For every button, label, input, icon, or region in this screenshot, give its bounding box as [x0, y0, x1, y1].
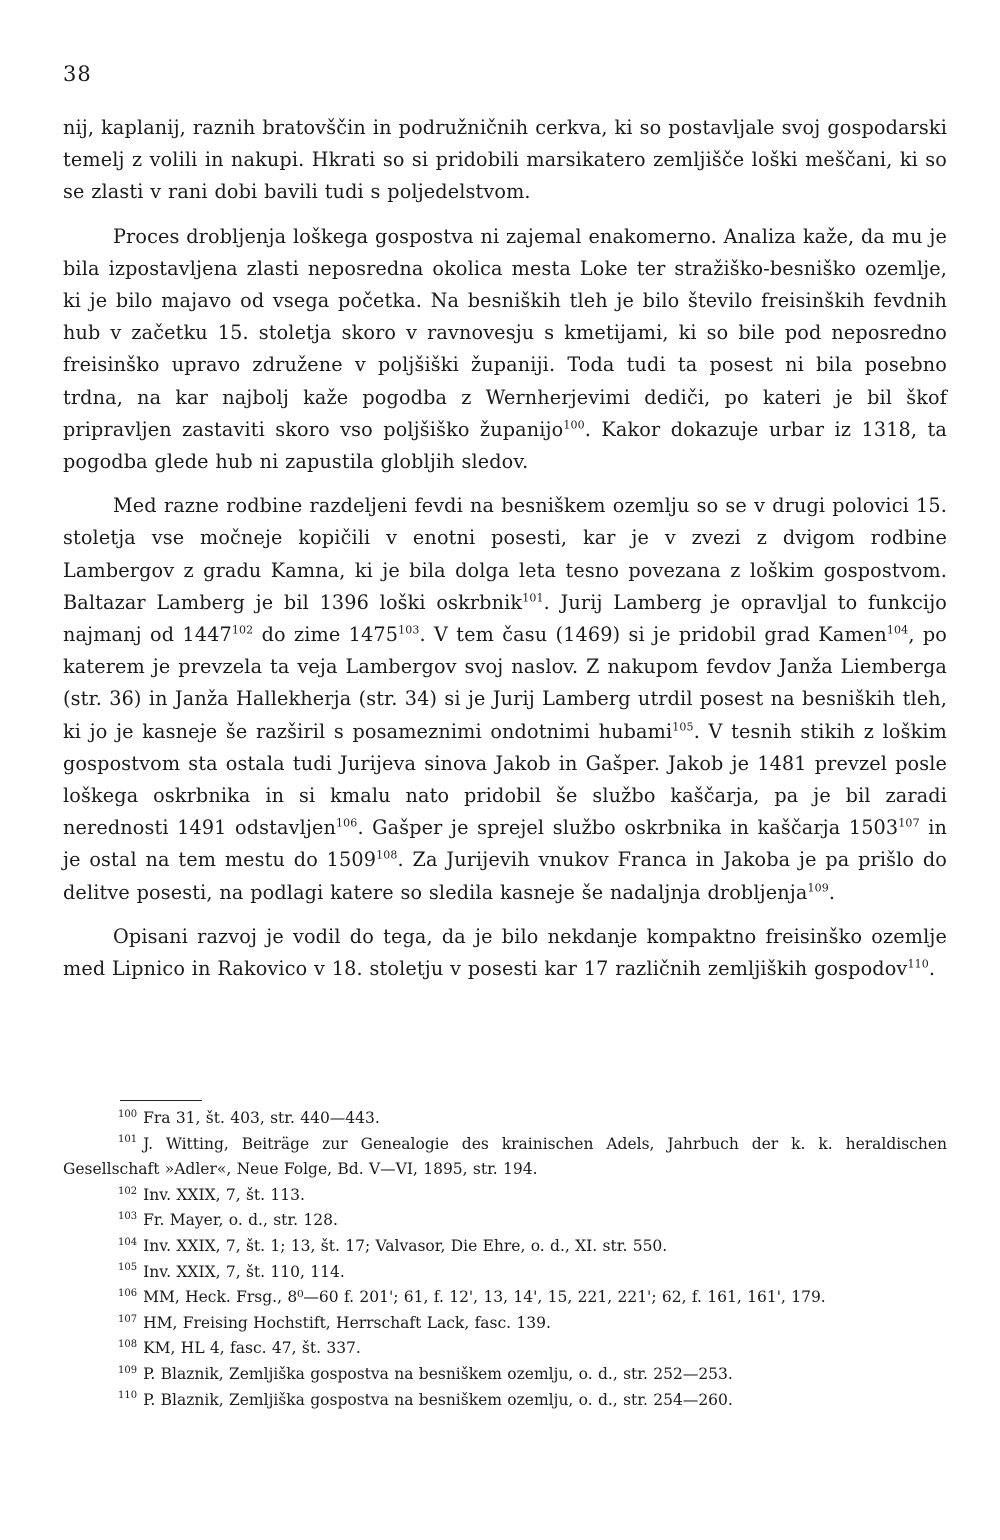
paragraph-text: , po katerem je prevzela ta veja Lambergov svoj naslov. Z nakupom fevdov Janža Liemberga (str. 36) in Janža Hallekherja (str. 34) si je Jurij Lamberg utrdil posest na besniških tleh, ki jo je kasneje še razširil s posameznimi ondotnimi hubami — [63, 623, 947, 743]
footnote-number: 109 — [118, 1364, 138, 1376]
footnote-number: 107 — [118, 1313, 138, 1325]
footnote-reference[interactable]: 106 — [336, 816, 358, 830]
footnote — [63, 1106, 947, 1132]
footnote-text: Fr. Mayer, o. d., str. 128. — [143, 1211, 338, 1230]
footnote-reference[interactable]: 104 — [886, 623, 909, 637]
footnote-reference[interactable]: 109 — [807, 881, 829, 895]
footnote-text: Inv. XXIX, 7, št. 113. — [143, 1185, 305, 1204]
footnote-text: KM, HL 4, fasc. 47, št. 337. — [143, 1339, 361, 1358]
footnote-text: P. Blaznik, Zemljiška gospostva na besniškem ozemlju, o. d., str. 252—253. — [143, 1364, 733, 1383]
footnote-number: 103 — [118, 1211, 138, 1223]
footnote — [63, 1132, 947, 1183]
footnote — [63, 1183, 947, 1209]
footnotes — [63, 1106, 947, 1413]
footnote-number: 110 — [118, 1390, 138, 1402]
footnote-reference[interactable]: 107 — [898, 816, 920, 830]
footnote — [63, 1336, 947, 1362]
footnote-number: 108 — [118, 1339, 138, 1351]
paragraph-text: . Za Jurijevih vnukov Franca in Jakoba je pa prišlo do delitve posesti, na podlagi katere so sledila kasneje še nadaljnja drobljenja — [63, 848, 948, 904]
paragraph-text: do zime 1475 — [253, 623, 399, 647]
footnote-reference[interactable]: 108 — [376, 849, 398, 863]
footnote-text: Inv. XXIX, 7, št. 1; 13, št. 17; Valvasor, Die Ehre, o. d., XI. str. 550. — [143, 1236, 668, 1255]
body-text — [63, 112, 947, 997]
paragraph-text: . V tesnih stikih z loškim gospostvom sta ostala tudi Jurijeva sinova Jakob in Gašper. Jakob je 1481 prevzel posle loškega oskrbnika in si kmalu nato pridobil še službo kaščarja, pa je bil zaradi nerednosti 1491 odstavljen — [63, 719, 947, 840]
footnote-number: 101 — [118, 1134, 138, 1146]
footnote — [63, 1234, 947, 1260]
footnote — [63, 1260, 947, 1286]
footnote-number: 105 — [118, 1262, 138, 1274]
paragraph-text: Proces drobljenja loškega gospostva ni zajemal enakomerno. Analiza kaže, da mu je bila izpostavljena zlasti neposredna okolica mesta Loke ter stražiško-besniško ozemlje, ki je bilo majavo od vsega početka. Na besniških tleh je bilo število freisinških fevdnih hub v začetku 15. stoletja skoro v ravnovesju s kmetijami, ki so bile pod neposredno freisinško upravo združene v poljšiški županiji. Toda tudi ta posest ni bila posebno trdna, na kar najbolj kaže pogodba z Wernherjevimi dediči, po kateri je bil škof pripravljen zastaviti skoro vso poljšiško županijo — [63, 224, 947, 441]
paragraph-text: nij, kaplanij, raznih bratovščin in podružničnih cerkva, ki so postavljale svoj gospodarski temelj z volili in nakupi. Hkrati so si pridobili marsikatero zemljišče loški meščani, ki so se zlasti v rani dobi bavili tudi s poljedelstvom. — [63, 116, 947, 204]
paragraph-text: . Gašper je sprejel službo oskrbnika in kaščarja 1503 — [357, 816, 899, 840]
paragraph-text: Med razne rodbine razdeljeni fevdi na besniškem ozemlju so se v drugi polovici 15. stoletja vse močneje kopičili v enotni posesti, kar je v zvezi z dvigom rodbine Lambergov z gradu Kamna, ki je bila dolga leta tesno povezana z loškim gospostvom. Baltazar Lamberg je bil 1396 loški oskrbnik — [63, 494, 947, 614]
footnote-reference[interactable]: 100 — [563, 418, 585, 432]
paragraph — [63, 221, 947, 479]
paragraph — [63, 921, 947, 985]
footnote-reference[interactable]: 110 — [907, 957, 929, 971]
footnote — [63, 1311, 947, 1337]
paragraph-text: . — [928, 957, 936, 981]
footnote-text: P. Blaznik, Zemljiška gospostva na besniškem ozemlju, o. d., str. 254—260. — [143, 1390, 733, 1409]
paragraph-text: in je ostal na tem mestu do 1509 — [63, 816, 948, 872]
footnote-separator — [120, 1100, 202, 1101]
paragraph-text: . V tem času (1469) si je pridobil grad Kamen — [419, 623, 887, 647]
footnote — [63, 1362, 947, 1388]
paragraph-text: . Jurij Lamberg je opravljal to funkcijo najmanj od 1447 — [63, 590, 948, 647]
footnote-reference[interactable]: 103 — [398, 623, 420, 637]
page-number: 38 — [63, 62, 92, 86]
footnote-text: MM, Heck. Frsg., 8⁰—60 f. 201'; 61, f. 12', 13, 14', 15, 221, 221'; 62, f. 161, 161', 179. — [143, 1288, 826, 1307]
footnote-reference[interactable]: 101 — [522, 591, 544, 605]
footnote-number: 106 — [118, 1288, 138, 1299]
footnote-text: J. Witting, Beiträge zur Genealogie des krainischen Adels, Jahrbuch der k. k. heraldischen Gesellschaft »Adler«, Neue Folge, Bd. V—VI, 1895, str. 194. — [63, 1134, 947, 1179]
paragraph — [63, 490, 947, 909]
footnote-reference[interactable]: 105 — [672, 720, 694, 734]
footnote — [63, 1388, 947, 1414]
footnote-text: HM, Freising Hochstift, Herrschaft Lack, fasc. 139. — [143, 1313, 551, 1332]
footnote-text: Fra 31, št. 403, str. 440—443. — [143, 1109, 380, 1127]
footnote — [63, 1285, 947, 1311]
paragraph — [63, 112, 947, 209]
footnote-number: 100 — [118, 1108, 138, 1120]
footnote — [63, 1208, 947, 1234]
footnote-number: 104 — [118, 1236, 138, 1248]
footnote-text: Inv. XXIX, 7, št. 110, 114. — [143, 1262, 345, 1281]
footnote-reference[interactable]: 102 — [231, 623, 254, 637]
paragraph-text: . — [828, 880, 836, 904]
footnote-number: 102 — [118, 1185, 138, 1197]
paragraph-text: . Kakor dokazuje urbar iz 1318, ta pogodba glede hub ni zapustila globljih sledov. — [63, 417, 947, 474]
paragraph-text: Opisani razvoj je vodil do tega, da je bilo nekdanje kompaktno freisinško ozemlje med Lipnico in Rakovico v 18. stoletju v posesti kar 17 različnih zemljiških gospodov — [63, 924, 947, 981]
